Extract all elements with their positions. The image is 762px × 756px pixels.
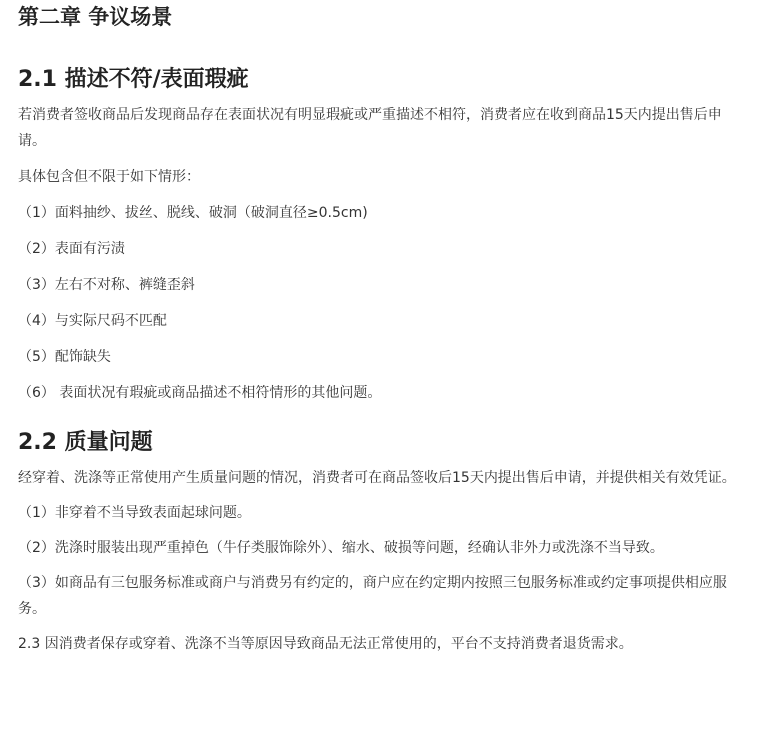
list-item: （2）洗涤时服装出现严重掉色（牛仔类服饰除外）、缩水、破损等问题，经确认非外力或洗涤不当导致。 bbox=[18, 540, 664, 556]
section-2-3-text: 2.3 因消费者保存或穿着、洗涤不当等原因导致商品无法正常使用的，平台不支持消费者退货需求。 bbox=[18, 636, 633, 652]
section-2-1-list-intro: 具体包含但不限于如下情形： bbox=[18, 169, 200, 185]
list-item: （1）非穿着不当导致表面起球问题。 bbox=[18, 505, 251, 521]
list-item: （2）表面有污渍 bbox=[18, 241, 125, 257]
section-heading-2-2: 2.2 质量问题 bbox=[18, 430, 153, 455]
list-item: （4）与实际尺码不匹配 bbox=[18, 313, 167, 329]
list-item: （6） 表面状况有瑕疵或商品描述不相符情形的其他问题。 bbox=[18, 385, 382, 401]
list-item: （3）左右不对称、裤缝歪斜 bbox=[18, 277, 195, 293]
section-2-2-intro: 经穿着、洗涤等正常使用产生质量问题的情况，消费者可在商品签收后15天内提出售后申请，并提供相关有效凭证。 bbox=[18, 470, 736, 486]
section-2-1-intro: 若消费者签收商品后发现商品存在表面状况有明显瑕疵或严重描述不相符，消费者应在收到商品15天内提出售后申请。 bbox=[18, 107, 722, 149]
chapter-title: 第二章 争议场景 bbox=[18, 5, 173, 29]
list-item: （1）面料抽纱、拔丝、脱线、破洞（破洞直径≥0.5cm) bbox=[18, 205, 368, 221]
section-heading-2-1: 2.1 描述不符/表面瑕疵 bbox=[18, 67, 249, 92]
list-item: （3）如商品有三包服务标准或商户与消费另有约定的，商户应在约定期内按照三包服务标准或约定事项提供相应服务。 bbox=[18, 575, 727, 617]
list-item: （5）配饰缺失 bbox=[18, 349, 111, 365]
